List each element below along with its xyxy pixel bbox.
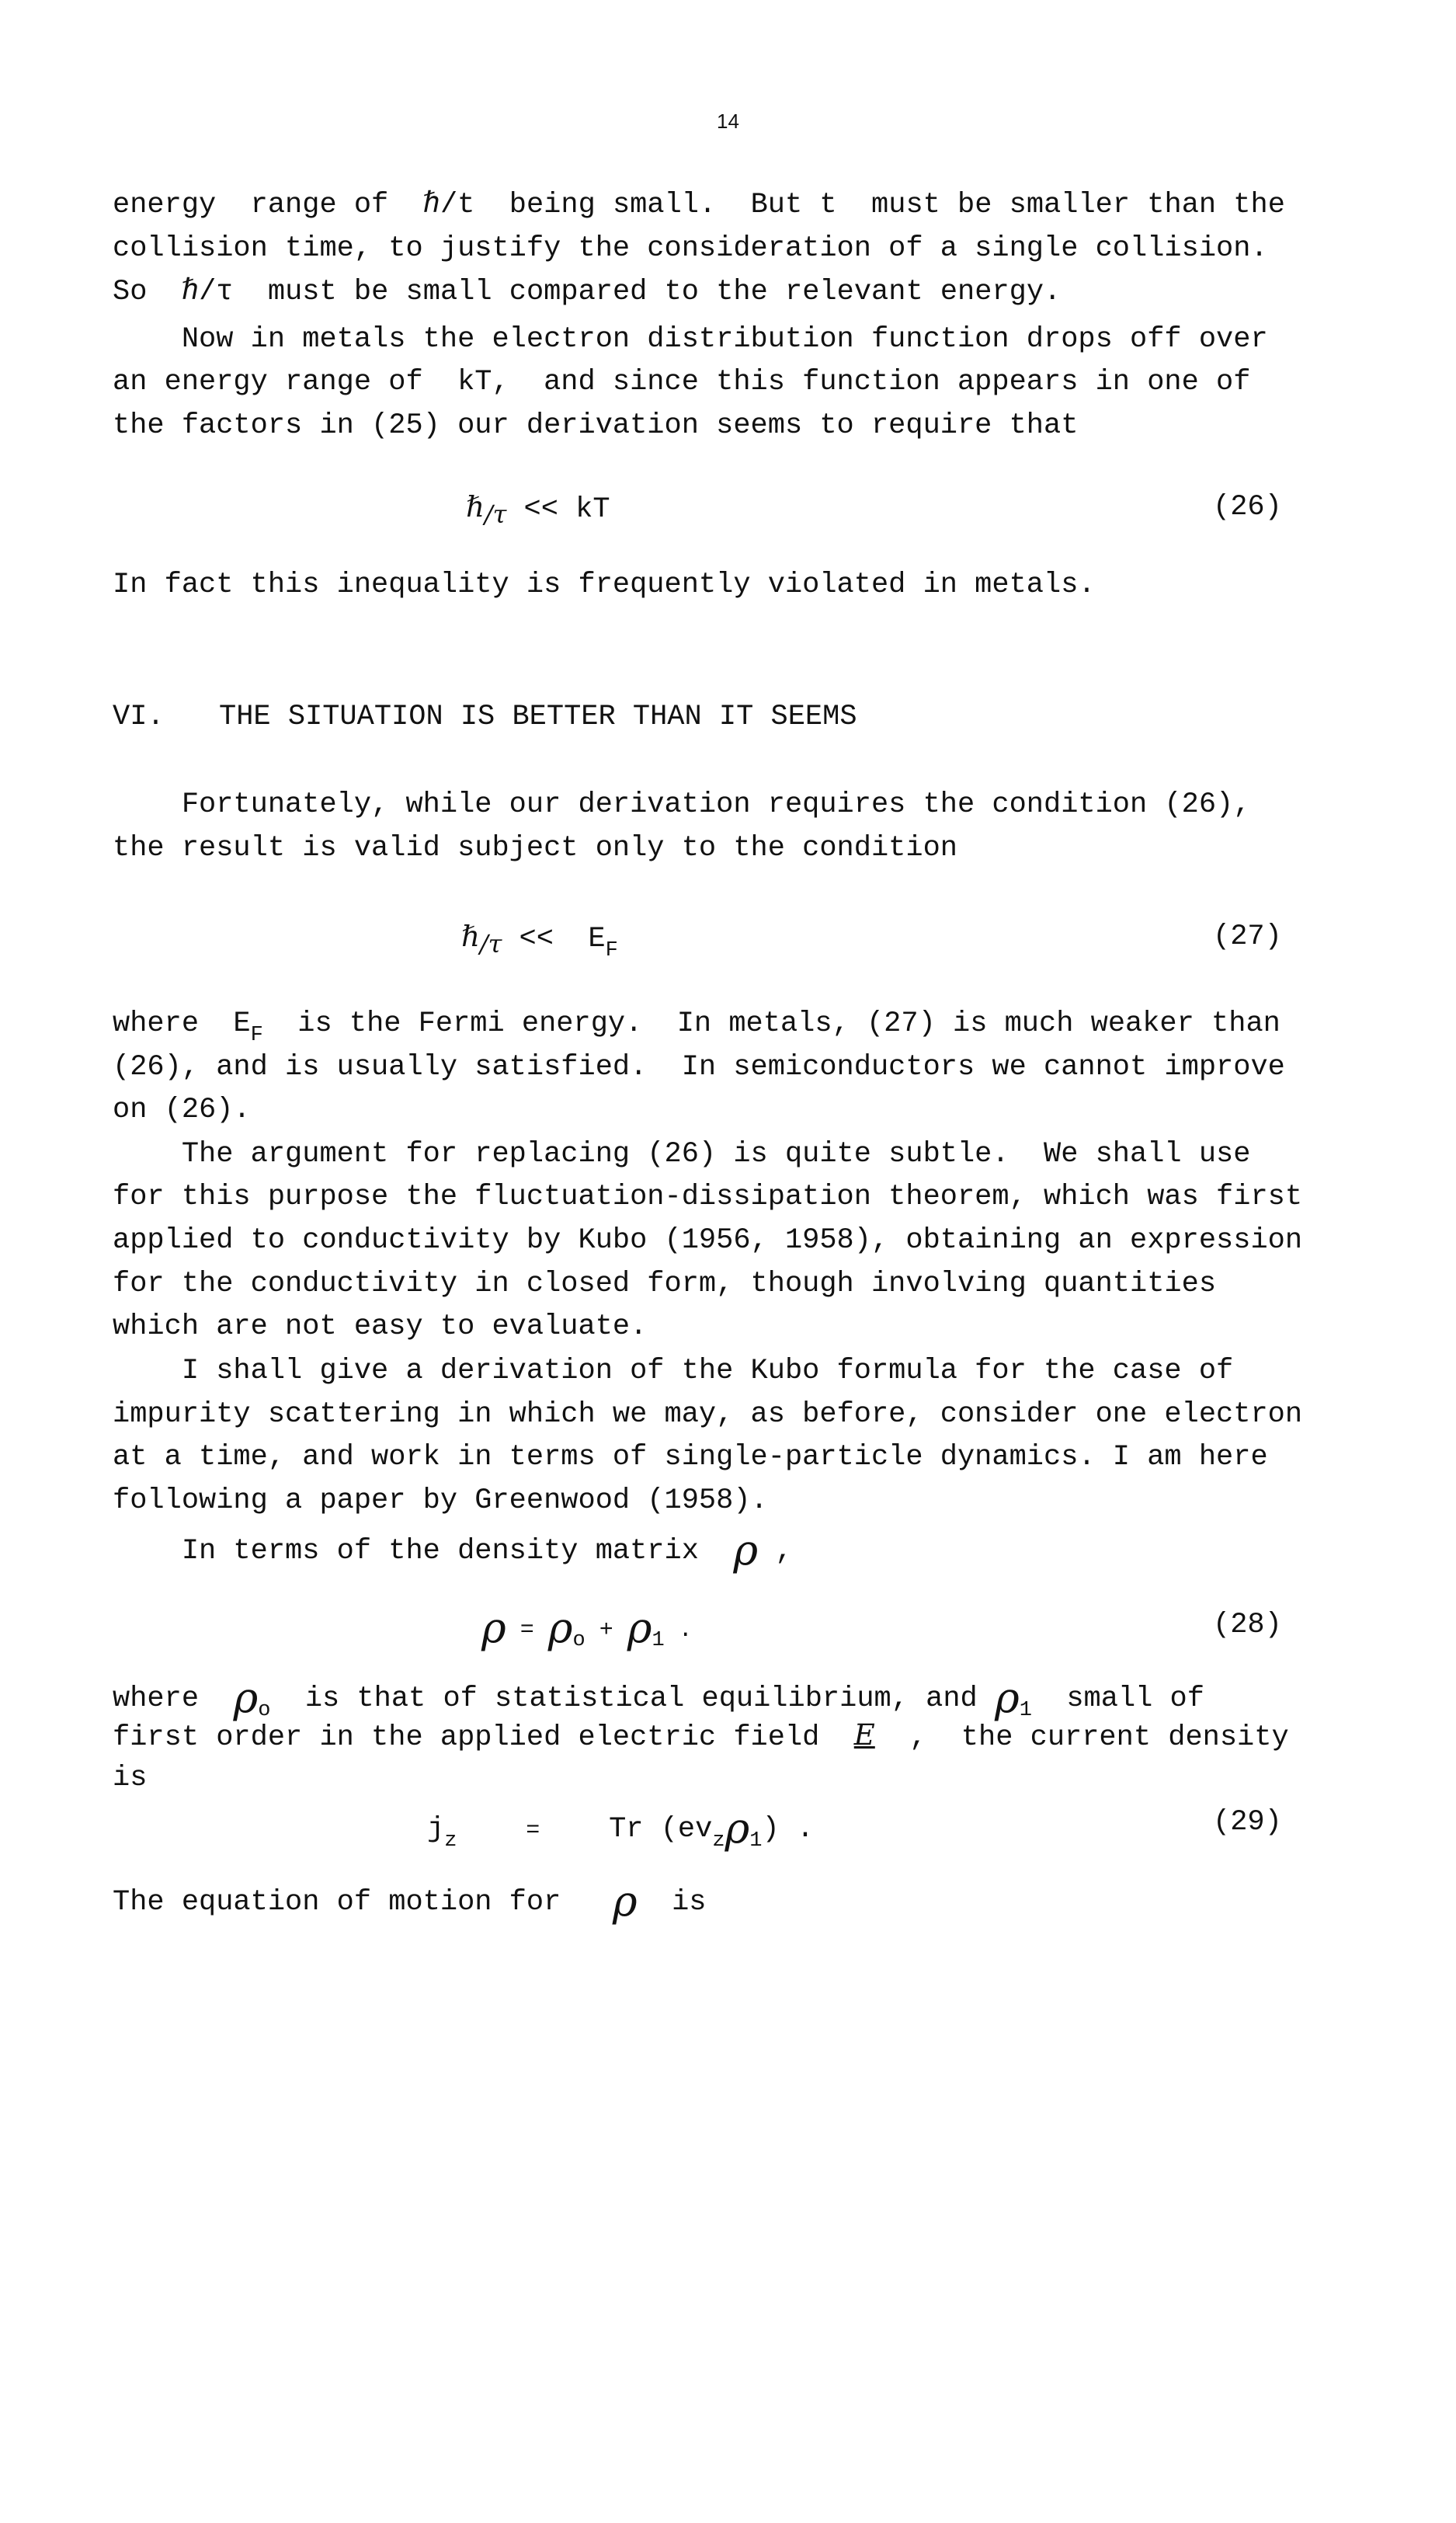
text-fragment: is that of statistical equilibrium, and [270, 1683, 995, 1715]
text-line: an energy range of kT, and since this function appears in one of [113, 366, 1251, 398]
text-fragment: where E [113, 1007, 251, 1040]
page-number: 14 [717, 110, 739, 133]
tau-denominator: /τ [479, 929, 502, 959]
text-fragment: ) . [762, 1813, 815, 1846]
text-line [113, 1714, 1289, 1759]
equation-number: (27) [1213, 920, 1282, 953]
subscript: 1 [1019, 1699, 1032, 1722]
section-number: VI. [113, 701, 165, 733]
subscript: F [605, 939, 618, 962]
text-fragment: , the current density [874, 1721, 1289, 1754]
rho-symbol: ρ [627, 1603, 652, 1652]
electric-field-symbol: E [853, 1718, 875, 1752]
text-fragment: j [427, 1813, 445, 1846]
subscript: o [258, 1699, 271, 1722]
text-line: So ℏ/τ must be small compared to the relevant energy. [113, 276, 1062, 308]
equals-sign: = [506, 1617, 548, 1644]
rho-symbol: ρ [725, 1804, 750, 1853]
text-fragment: is [637, 1886, 707, 1919]
tau-denominator: /τ [484, 499, 507, 529]
text-line [113, 1522, 793, 1573]
rho-symbol: ρ [994, 1673, 1020, 1722]
text-fragment: is the Fermi energy. In metals, (27) is much weaker than [262, 1007, 1281, 1040]
equation-29 [427, 1801, 814, 1853]
equation-relation: << kT [506, 493, 610, 526]
text-line: for the conductivity in closed form, though involving quantities [113, 1268, 1217, 1300]
rho-symbol: ρ [733, 1526, 759, 1575]
subscript: F [250, 1024, 263, 1047]
text-line: The argument for replacing (26) is quite subtle. We shall use [113, 1138, 1251, 1171]
text-fragment: small of [1031, 1683, 1204, 1715]
text-fragment: . [664, 1617, 693, 1644]
section-title: THE SITUATION IS BETTER THAN IT SEEMS [219, 701, 857, 733]
text-fragment: The equation of motion for [113, 1886, 579, 1919]
text-line: on (26). [113, 1094, 251, 1126]
subscript: o [572, 1629, 586, 1652]
equation-28 [481, 1600, 693, 1653]
text-fragment: , [758, 1535, 793, 1568]
text-fragment: Tr (ev [609, 1813, 713, 1846]
text-line [113, 1874, 707, 1924]
text-line: which are not easy to evaluate. [113, 1310, 648, 1343]
rho-symbol: ρ [481, 1603, 506, 1652]
text-line: energy range of ℏ/t being small. But t must be smaller than the [113, 189, 1285, 221]
equation-number: (29) [1213, 1806, 1282, 1839]
text-line: the result is valid subject only to the condition [113, 832, 957, 865]
text-line: applied to conductivity by Kubo (1956, 1958), obtaining an expression [113, 1224, 1303, 1257]
text-fragment: first order in the applied electric field [113, 1721, 854, 1754]
subscript: 1 [749, 1829, 763, 1853]
text-line: is [113, 1762, 148, 1794]
equation-relation: << E [519, 923, 606, 955]
hbar-symbol: ℏ [461, 920, 480, 953]
text-line: I shall give a derivation of the Kubo formula for the case of [113, 1355, 1234, 1387]
text-line [113, 1002, 1281, 1048]
hbar-symbol: ℏ [466, 490, 485, 524]
text-line: Now in metals the electron distribution function drops off over [113, 323, 1268, 356]
equation-number: (26) [1213, 491, 1282, 524]
text-line: following a paper by Greenwood (1958). [113, 1484, 768, 1517]
text-line: (26), and is usually satisfied. In semiconductors we cannot improve [113, 1051, 1285, 1084]
equation-number: (28) [1213, 1609, 1282, 1641]
text-line: Fortunately, while our derivation requires the condition (26), [113, 788, 1251, 821]
text-line: In fact this inequality is frequently violated in metals. [113, 569, 1096, 601]
rho-symbol: ρ [612, 1877, 638, 1926]
text-line: impurity scattering in which we may, as before, consider one electron [113, 1398, 1303, 1431]
subscript: z [712, 1829, 725, 1853]
text-fragment: In terms of the density matrix [113, 1535, 699, 1568]
text-line: collision time, to justify the consideration of a single collision. [113, 232, 1268, 265]
text-fragment: where [113, 1683, 217, 1715]
plus-sign: + [585, 1617, 627, 1644]
subscript: 1 [652, 1629, 665, 1652]
equation-26 [466, 485, 610, 531]
subscript: z [444, 1829, 457, 1853]
text-line: for this purpose the fluctuation-dissipation theorem, which was first [113, 1181, 1303, 1213]
rho-symbol: ρ [547, 1603, 573, 1652]
text-line: at a time, and work in terms of single-particle dynamics. I am here [113, 1441, 1268, 1474]
text-line: the factors in (25) our derivation seems to require that [113, 409, 1079, 442]
rho-symbol: ρ [233, 1673, 259, 1722]
equals-sign: = [526, 1818, 540, 1844]
equation-27 [461, 915, 618, 963]
